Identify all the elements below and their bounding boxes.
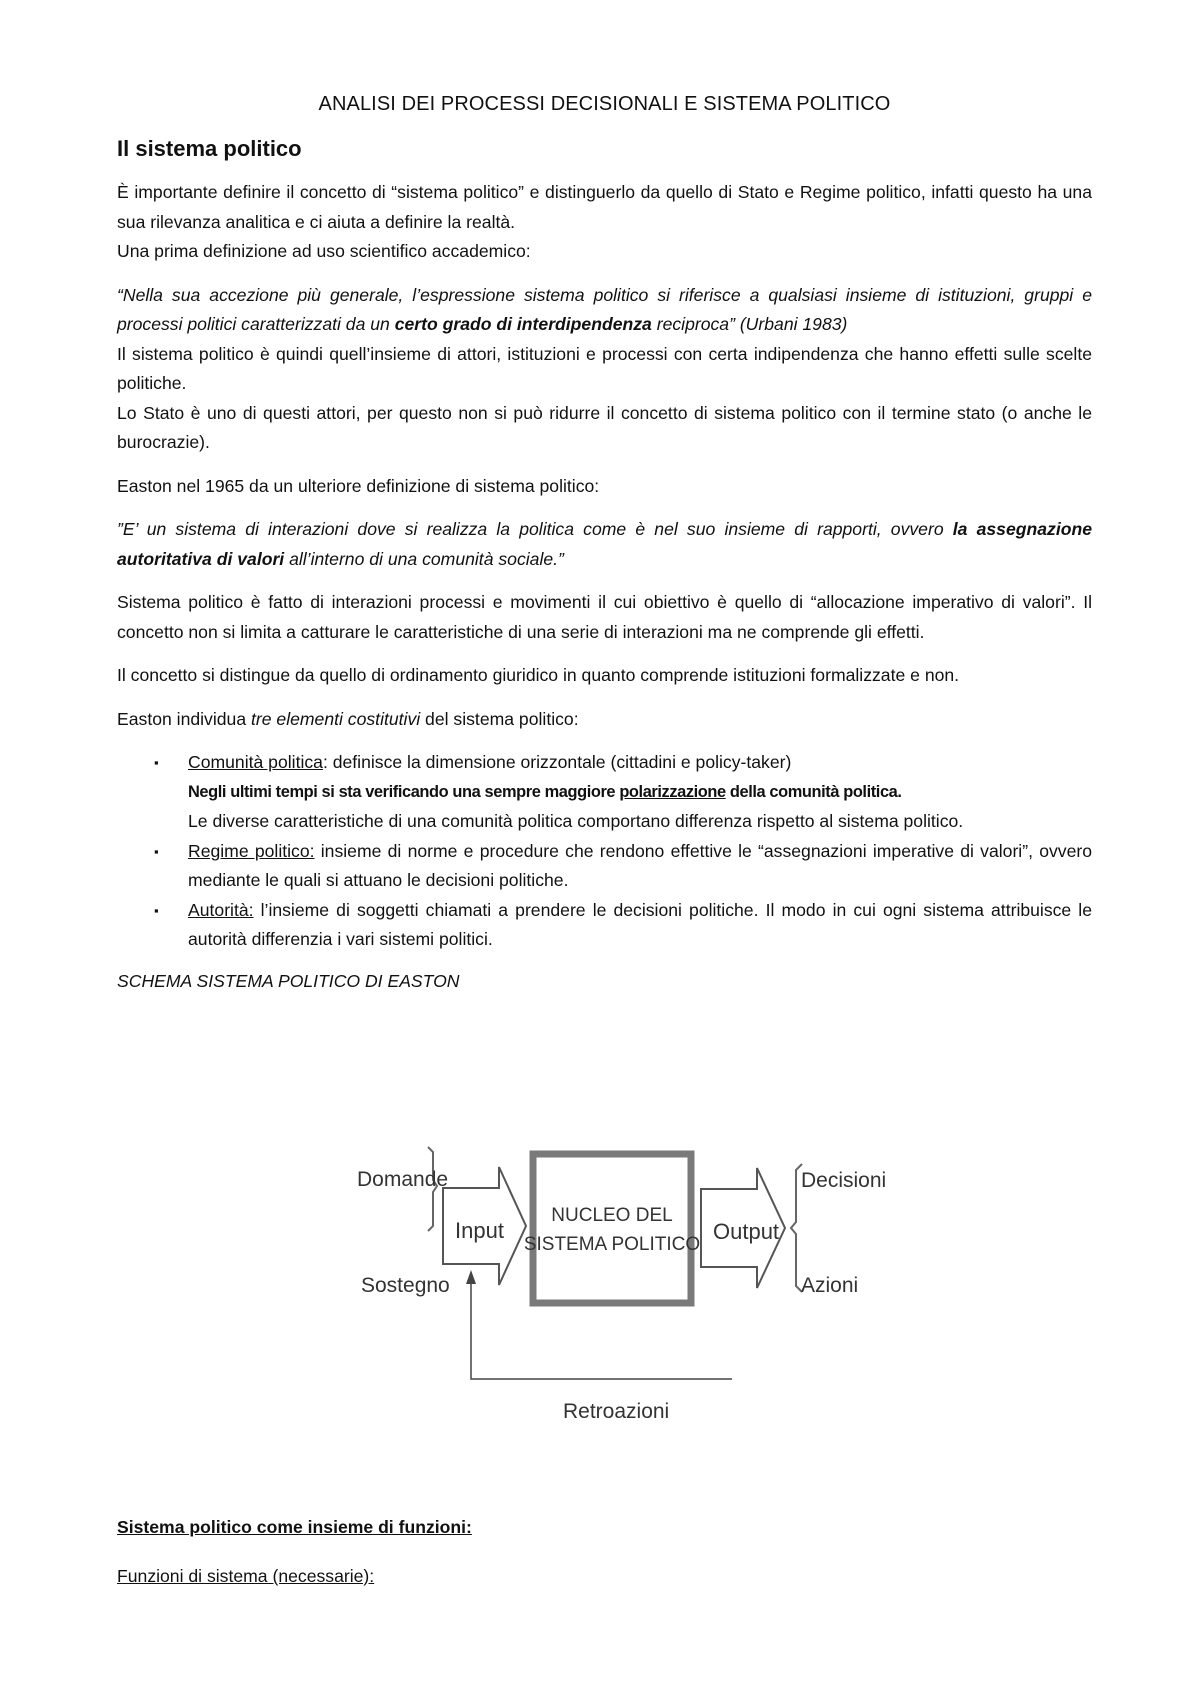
paragraph-sistema-politico: Il sistema politico è quindi quell’insieme di attori, istituzioni e processi con certa indipendenza che hanno effetti sulle scelte politiche.: [117, 343, 1092, 393]
nucleus-box: [533, 1154, 691, 1303]
paragraph-stato: Lo Stato è uno di questi attori, per questo non si può ridurre il concetto di sistema politico con il termine stato (o anche le burocrazie).: [117, 402, 1092, 452]
label-domande: Domande: [357, 1168, 449, 1191]
bullet-icon: ▪: [154, 902, 159, 918]
heading-funzioni: Sistema politico come insieme di funzioni:: [117, 1517, 472, 1537]
section-title: Il sistema politico: [117, 136, 302, 161]
paragraph-definition-lead: Una prima definizione ad uso scientifico accademico:: [117, 241, 531, 261]
quote-urbani-part-1: “Nella sua accezione più generale, l’espressione sistema politico si riferisce a qualsiasi insieme di istituzioni, gruppi e processi politici caratterizzati da un: [117, 284, 1092, 334]
paragraph-ordinamento: Il concetto si distingue da quello di ordinamento giuridico in quanto comprende istituzioni formalizzate e non.: [117, 665, 960, 685]
label-decisioni: Decisioni: [801, 1169, 887, 1192]
list-item-comunita: ▪ Comunità politica: definisce la dimensione orizzontale (cittadini e policy-taker) Negli ultimi tempi si sta verificando una sempre maggiore polarizzazione della comunità politica. Le diverse caratteristiche di una comunità politica comportano differenza rispetto al sistema politico.: [188, 748, 1092, 837]
list-item-regime: ▪ Regime politico: insieme di norme e procedure che rendono effettive le “assegnazioni imperative di valori”, ovvero mediante le quali si attuano le decisioni politiche.: [188, 837, 1092, 896]
quote-urbani-part-3: reciproca” (Urbani 1983): [651, 314, 848, 334]
paragraph-easton-intro: Easton nel 1965 da un ulteriore definizione di sistema politico:: [117, 475, 600, 496]
list-item-autorita: ▪ Autorità: l’insieme di soggetti chiamati a prendere le decisioni politiche. Il modo in cui ogni sistema attribuisce le autorità differenzia i vari sistemi politici.: [188, 896, 1092, 955]
paragraph-intro: È importante definire il concetto di “sistema politico” e distinguerlo da quello di Stato e Regime politico, infatti questo ha una sua rilevanza analitica e ci aiuta a definire la realtà.: [117, 182, 1092, 232]
feedback-arrowhead: [466, 1270, 476, 1284]
quote-easton-part-3: all’interno di una comunità sociale.”: [284, 548, 564, 569]
schema-label: SCHEMA SISTEMA POLITICO DI EASTON: [117, 970, 460, 991]
quote-easton-part-1: ”E’ un sistema di interazioni dove si realizza la politica come è nel suo insieme di rapporti, ovvero: [117, 519, 953, 539]
term-autorita: Autorità:: [188, 899, 254, 920]
comunita-detail: Le diverse caratteristiche di una comunità politica comportano differenza rispetto al sistema politico.: [188, 811, 964, 831]
term-comunita: Comunità politica: [188, 752, 323, 772]
quote-easton-bold: la assegnazione autoritativa di valori: [117, 519, 1092, 569]
polarizzazione-note: Negli ultimi tempi si sta verificando una sempre maggiore polarizzazione della comunità politica.: [188, 782, 902, 801]
bullet-icon: ▪: [154, 843, 159, 859]
label-sostegno: Sostegno: [361, 1274, 450, 1297]
quote-urbani-bold: certo grado di interdipendenza: [394, 314, 652, 334]
paragraph-elementi: Easton individua tre elementi costitutivi del sistema politico:: [117, 708, 579, 729]
label-nucleo-2: SISTEMA POLITICO: [523, 1234, 701, 1255]
bullet-icon: ▪: [154, 755, 159, 770]
term-regime: Regime politico:: [188, 840, 315, 861]
label-nucleo-1: NUCLEO DEL: [551, 1205, 673, 1226]
label-retroazioni: Retroazioni: [563, 1400, 670, 1423]
label-input: Input: [455, 1218, 504, 1243]
label-azioni: Azioni: [801, 1274, 859, 1297]
elementi-italic: tre elementi costitutivi: [251, 708, 421, 729]
label-output: Output: [713, 1219, 780, 1244]
paragraph-interazioni: Sistema politico è fatto di interazioni processi e movimenti il cui obiettivo è quello di “allocazione imperativo di valori”. Il concetto non si limita a catturare le caratteristiche di una serie di interazioni ma ne comprende gli effetti.: [117, 592, 1092, 642]
document-title: ANALISI DEI PROCESSI DECISIONALI E SISTEMA POLITICO: [318, 93, 891, 115]
heading-funzioni-sistema: Funzioni di sistema (necessarie):: [117, 1566, 375, 1586]
